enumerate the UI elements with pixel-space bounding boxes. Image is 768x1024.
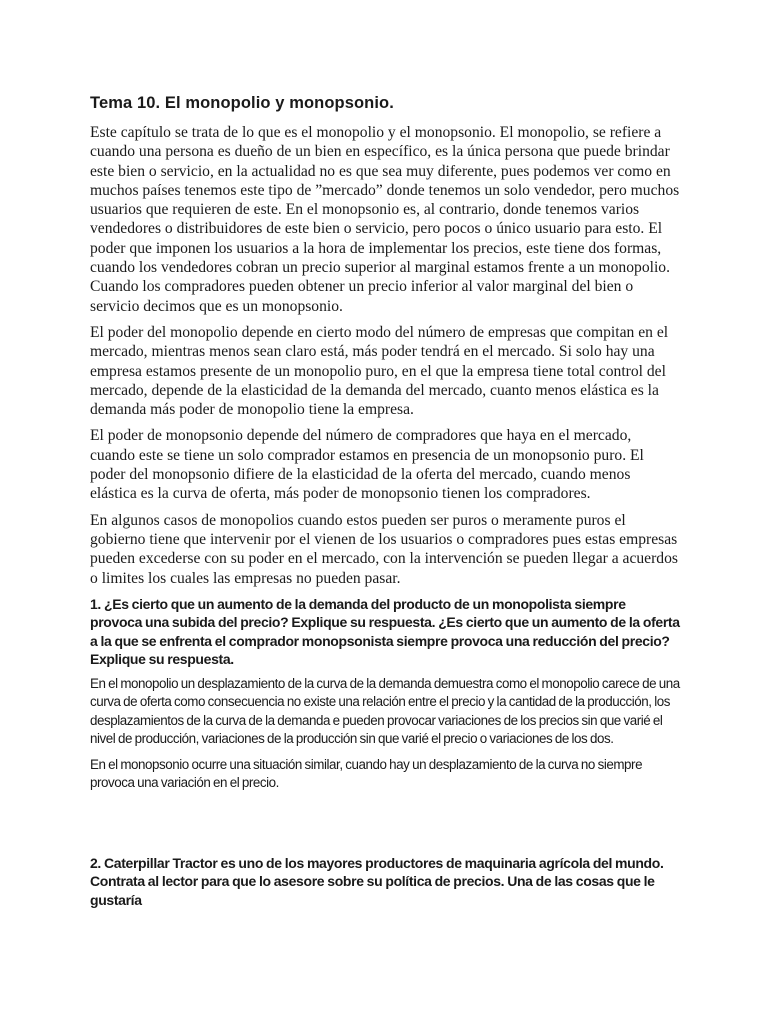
document-page [90, 94, 680, 915]
answer-1-monopsony: En el monopsonio ocurre una situación similar, cuando hay un desplazamiento de la curva no siempre provoca una variación en el precio. [90, 756, 643, 791]
document-title: Tema 10. El monopolio y monopsonio. [90, 94, 394, 112]
paragraph-monopsony-power: El poder de monopsonio depende del número de compradores que haya en el mercado, cuando este se tiene un solo comprador estamos en presencia de un monopsonio puro. El poder del monopsonio difiere de la elasticidad de la oferta del mercado, cuando menos elástica es la curva de oferta, más poder de monopsonio tienen los compradores. [90, 427, 644, 503]
paragraph-monopoly-power: El poder del monopolio depende en cierto modo del número de empresas que compitan en el mercado, mientras menos sean claro está, más poder tendrá en el mercado. Si solo hay una empresa estamos presente de un monopolio puro, en el que la empresa tiene total control del mercado, depende de la elasticidad de la demanda del mercado, cuanto menos elástica es la demanda más poder de monopolio tiene la empresa. [90, 323, 669, 419]
paragraph-government-intervention: En algunos casos de monopolios cuando estos pueden ser puros o meramente puros el gobierno tiene que intervenir por el vienen de los usuarios o compradores pues estas empresas pueden excederse con su poder en el mercado, con la intervención se pueden llegar a acuerdos o limites los cuales las empresas no pueden pasar. [90, 511, 678, 587]
answer-1-monopoly: En el monopolio un desplazamiento de la curva de la demanda demuestra como el monopolio carece de una curva de oferta como consecuencia no existe una relación entre el precio y la cantidad de la producción, los desplazamientos de la curva de la demanda e pueden provocar variaciones de los precios sin que varié el nivel de producción, variaciones de la producción sin que varié el precio o variaciones de los dos. [90, 675, 680, 747]
section-gap [90, 800, 680, 854]
question-1: 1. ¿Es cierto que un aumento de la demanda del producto de un monopolista siempre provoca una subida del precio? Explique su respuesta. ¿Es cierto que un aumento de la oferta a la que se enfrenta el comprador monopsonista siempre provoca una reducción del precio? Explique su respuesta. [90, 595, 680, 668]
paragraph-intro: Este capítulo se trata de lo que es el monopolio y el monopsonio. El monopolio, se refiere a cuando una persona es dueño de un bien en específico, es la única persona que puede brindar este bien o servicio, en la actualidad no es que sea muy diferente, pues podemos ver como en muchos países tenemos este tipo de ”mercado” donde tenemos un solo vendedor, pero muchos usuarios que requieren de este. En el monopsonio es, al contrario, donde tenemos varios vendedores o distribuidores de este bien o servicio, pero pocos o único usuario para esto. El poder que imponen los usuarios a la hora de implementar los precios, este tiene dos formas, cuando los vendedores cobran un precio superior al marginal estamos frente a un monopolio. Cuando los compradores pueden obtener un precio inferior al valor marginal del bien o servicio decimos que es un monopsonio. [90, 124, 680, 315]
question-2: 2. Caterpillar Tractor es uno de los mayores productores de maquinaria agrícola del mundo. Contrata al lector para que lo asesore sobre su política de precios. Una de las cosas que le gustaría [90, 854, 664, 908]
